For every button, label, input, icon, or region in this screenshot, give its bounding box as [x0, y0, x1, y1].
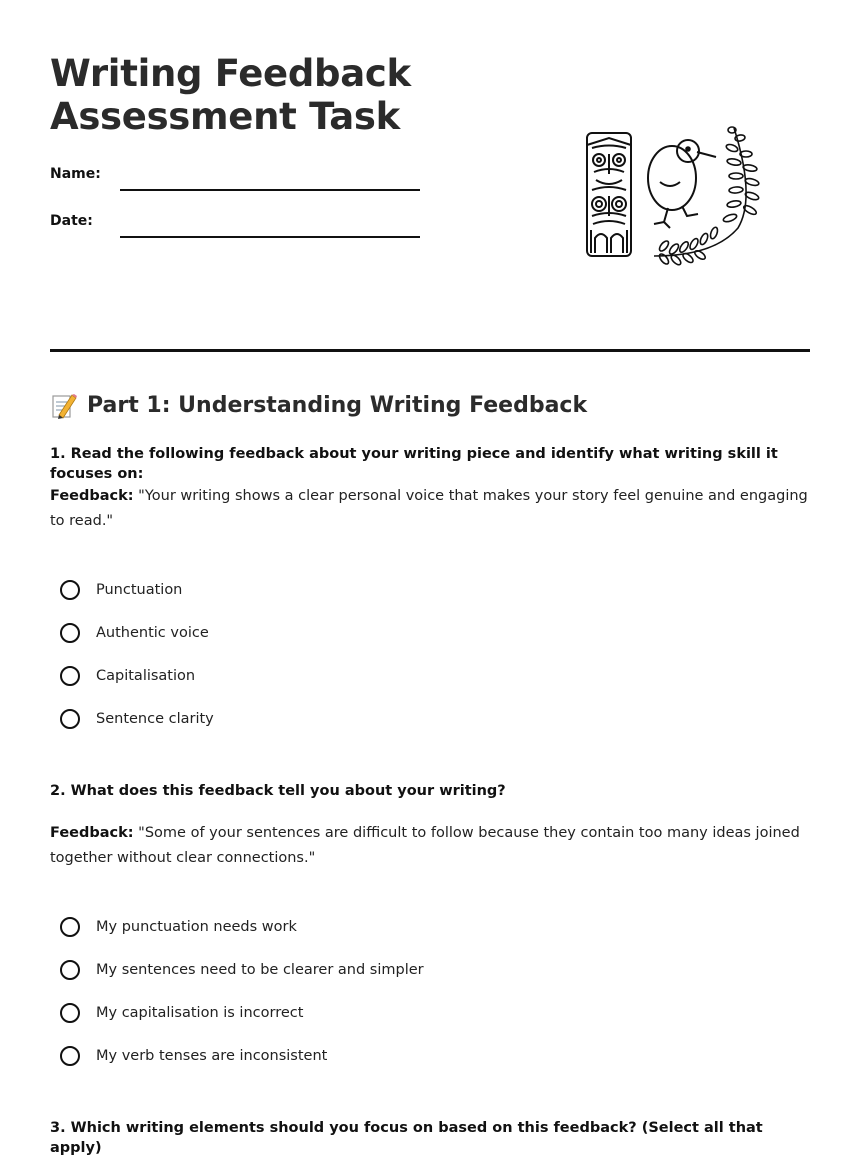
radio-button[interactable]	[60, 623, 80, 643]
memo-icon	[50, 391, 78, 419]
option-label: My sentences need to be clearer and simpler	[96, 962, 424, 978]
q2-option-verb-tenses[interactable]	[60, 1043, 327, 1069]
date-write-line[interactable]	[120, 236, 420, 238]
name-field[interactable]	[50, 166, 420, 190]
q1-option-punctuation[interactable]	[60, 577, 182, 603]
option-label: Capitalisation	[96, 668, 196, 684]
date-field[interactable]	[50, 213, 420, 237]
question-2-feedback	[50, 821, 810, 871]
name-label: Name:	[50, 166, 101, 182]
radio-button[interactable]	[60, 709, 80, 729]
page-title	[50, 52, 411, 138]
option-label: Sentence clarity	[96, 711, 214, 727]
radio-button[interactable]	[60, 666, 80, 686]
option-label: My verb tenses are inconsistent	[96, 1048, 328, 1064]
option-label: Punctuation	[96, 582, 183, 598]
q2-option-punctuation[interactable]	[60, 914, 297, 940]
option-label: My punctuation needs work	[96, 919, 297, 935]
q2-option-sentences-clearer[interactable]	[60, 957, 424, 983]
feedback-text: "Your writing shows a clear personal voice that makes your story feel genuine and engaging to read."	[50, 488, 808, 529]
name-write-line[interactable]	[120, 189, 420, 191]
radio-button[interactable]	[60, 580, 80, 600]
q1-option-capitalisation[interactable]	[60, 663, 195, 689]
q2-option-capitalisation[interactable]	[60, 1000, 303, 1026]
title-line-1: Writing Feedback	[50, 52, 411, 95]
option-label: Authentic voice	[96, 625, 209, 641]
maori-illustration	[584, 118, 762, 266]
radio-button[interactable]	[60, 917, 80, 937]
date-label: Date:	[50, 213, 93, 229]
question-3: 3. Which writing elements should you focus on based on this feedback? (Select all that apply)	[50, 1120, 763, 1156]
radio-button[interactable]	[60, 960, 80, 980]
part1-heading-text: Part 1: Understanding Writing Feedback	[87, 392, 588, 418]
feedback-text: "Some of your sentences are difficult to follow because they contain too many ideas joined together without clear connections."	[50, 825, 800, 866]
question-1: 1. Read the following feedback about your writing piece and identify what writing skill it focuses on:	[50, 446, 778, 482]
title-line-2: Assessment Task	[50, 95, 400, 138]
question-2: 2. What does this feedback tell you about your writing?	[50, 783, 506, 799]
kiwi-bird-icon	[648, 140, 716, 228]
q1-option-sentence-clarity[interactable]	[60, 706, 214, 732]
radio-button[interactable]	[60, 1003, 80, 1023]
worksheet-page	[50, 0, 810, 1161]
option-label: My capitalisation is incorrect	[96, 1005, 304, 1021]
header-divider	[50, 349, 810, 352]
part1-heading	[50, 390, 587, 420]
fern-frond-icon	[654, 127, 760, 266]
feedback-label: Feedback:	[50, 825, 134, 841]
question-1-feedback	[50, 484, 810, 534]
radio-button[interactable]	[60, 1046, 80, 1066]
tiki-carving-icon	[587, 133, 631, 256]
feedback-label: Feedback:	[50, 488, 134, 504]
q1-option-authentic-voice[interactable]	[60, 620, 209, 646]
